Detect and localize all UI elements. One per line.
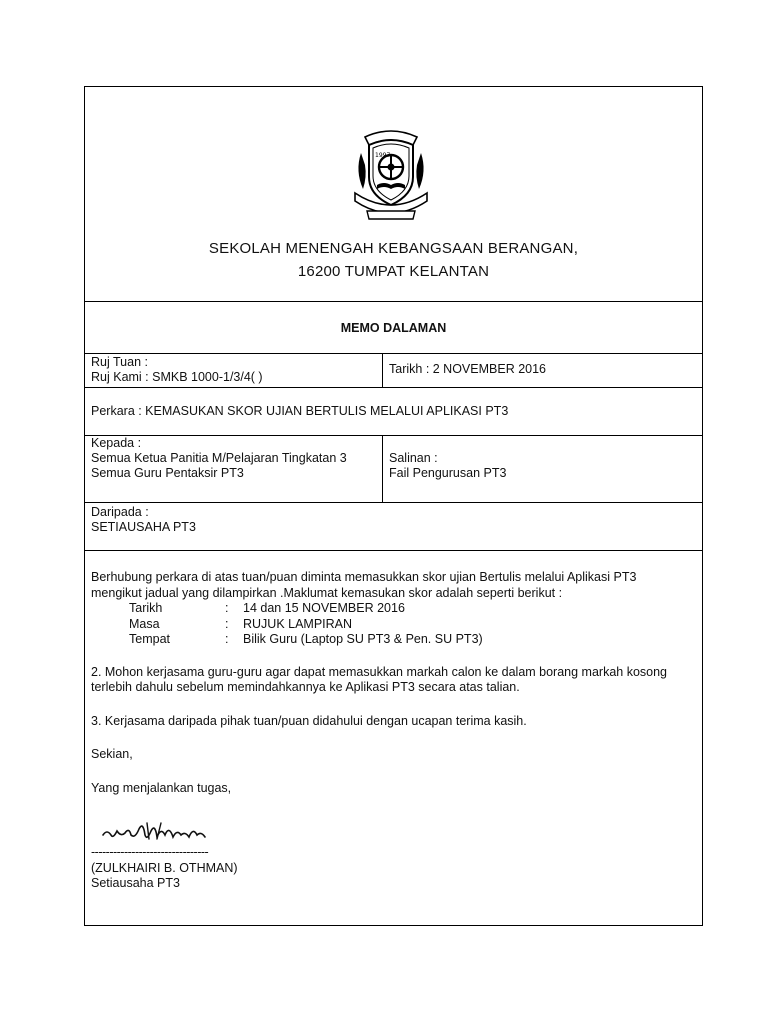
daripada-name: SETIAUSAHA PT3 bbox=[91, 520, 196, 534]
schedule-value: RUJUK LAMPIRAN bbox=[243, 616, 353, 631]
ruj-kami: Ruj Kami : SMKB 1000-1/3/4( ) bbox=[91, 370, 263, 384]
memo-document bbox=[84, 86, 703, 926]
salinan-line1: Fail Pengurusan PT3 bbox=[389, 466, 507, 480]
school-crest-icon bbox=[347, 127, 435, 223]
salinan-cell bbox=[383, 436, 702, 502]
school-name-block bbox=[85, 237, 702, 283]
subject-row: Perkara : KEMASUKAN SKOR UJIAN BERTULIS MELALUI APLIKASI PT3 bbox=[85, 388, 702, 436]
salinan-label: Salinan : bbox=[389, 451, 438, 465]
date-cell bbox=[383, 354, 702, 387]
schedule-key: Tarikh bbox=[129, 601, 163, 615]
signature-line: -------------------------------- bbox=[91, 845, 209, 859]
signature bbox=[91, 817, 696, 845]
schedule-row bbox=[91, 632, 696, 648]
schedule-key: Masa bbox=[129, 616, 160, 631]
recipients-row bbox=[85, 436, 702, 503]
svg-text:1997: 1997 bbox=[375, 152, 391, 159]
reference-row bbox=[85, 354, 702, 388]
tarikh: Tarikh : 2 NOVEMBER 2016 bbox=[389, 362, 547, 376]
schedule-colon: : bbox=[225, 632, 229, 646]
memo-header bbox=[85, 87, 702, 302]
para1-line2: mengikut jadual yang dilampirkan .Maklumat kemasukan skor adalah seperti berikut : bbox=[91, 585, 563, 600]
reference-cell bbox=[85, 354, 383, 387]
schedule-row bbox=[91, 601, 696, 617]
para3: 3. Kerjasama daripada pihak tuan/puan didahului dengan ucapan terima kasih. bbox=[91, 713, 527, 728]
memo-title: MEMO DALAMAN bbox=[85, 302, 702, 354]
kepada-label: Kepada : bbox=[91, 436, 142, 450]
daripada-label: Daripada : bbox=[91, 505, 149, 519]
schedule-colon: : bbox=[225, 616, 229, 631]
para2-line1: 2. Mohon kerjasama guru-guru agar dapat memasukkan markah calon ke dalam borang markah kosong bbox=[91, 664, 668, 679]
schedule-value: 14 dan 15 NOVEMBER 2016 bbox=[243, 601, 405, 615]
kepada-cell bbox=[85, 436, 383, 502]
schedule-row bbox=[91, 617, 696, 633]
sender-row bbox=[85, 503, 702, 551]
signer-title: Setiausaha PT3 bbox=[91, 876, 180, 890]
schedule-key: Tempat bbox=[129, 632, 170, 646]
ruj-tuan: Ruj Tuan : bbox=[91, 355, 148, 369]
signature-image bbox=[91, 817, 251, 847]
closing-text: Sekian, bbox=[91, 747, 133, 761]
school-name: SEKOLAH MENENGAH KEBANGSAAN BERANGAN, bbox=[208, 240, 579, 257]
schedule-value: Bilik Guru (Laptop SU PT3 & Pen. SU PT3) bbox=[243, 632, 483, 646]
para1-line1: Berhubung perkara di atas tuan/puan diminta memasukkan skor ujian Bertulis melalui Aplikasi PT3 bbox=[91, 570, 637, 584]
schedule bbox=[91, 601, 696, 648]
school-address: 16200 TUMPAT KELANTAN bbox=[297, 263, 490, 280]
signer-name: (ZULKHAIRI B. OTHMAN) bbox=[91, 860, 238, 875]
kepada-line2: Semua Guru Pentaksir PT3 bbox=[91, 466, 244, 480]
memo-body bbox=[85, 551, 702, 927]
duty-text: Yang menjalankan tugas, bbox=[91, 780, 232, 795]
schedule-colon: : bbox=[225, 601, 229, 615]
para2-line2: terlebih dahulu sebelum memindahkannya ke Aplikasi PT3 secara atas talian. bbox=[91, 680, 520, 694]
kepada-line1: Semua Ketua Panitia M/Pelajaran Tingkatan 3 bbox=[91, 451, 347, 465]
